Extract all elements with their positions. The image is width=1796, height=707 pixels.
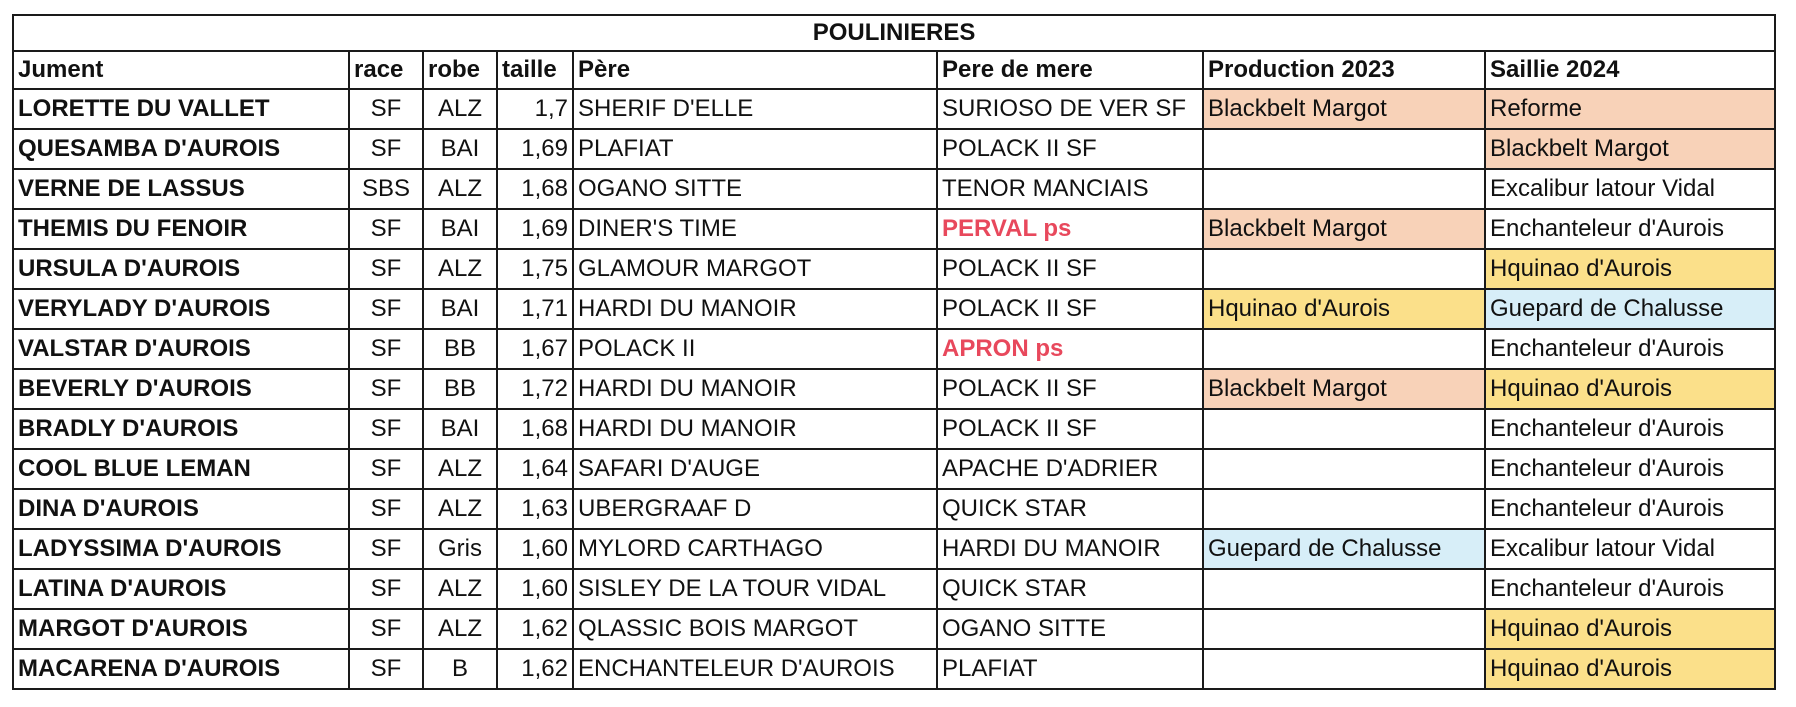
cell-saillie-2024: Blackbelt Margot (1485, 129, 1775, 169)
cell-jument: URSULA D'AUROIS (13, 249, 349, 289)
cell-robe: BAI (423, 209, 497, 249)
cell-race: SF (349, 289, 423, 329)
table-row (13, 289, 1775, 329)
cell-robe: Gris (423, 529, 497, 569)
cell-taille: 1,7 (497, 89, 573, 129)
cell-jument: BRADLY D'AUROIS (13, 409, 349, 449)
cell-pere-de-mere: APRON ps (937, 329, 1203, 369)
poulinieres-table (12, 14, 1776, 690)
cell-production-2023 (1203, 569, 1485, 609)
cell-pere-de-mere: APACHE D'ADRIER (937, 449, 1203, 489)
cell-pere: GLAMOUR MARGOT (573, 249, 937, 289)
cell-robe: ALZ (423, 249, 497, 289)
cell-pere: MYLORD CARTHAGO (573, 529, 937, 569)
table-row (13, 209, 1775, 249)
cell-jument: COOL BLUE LEMAN (13, 449, 349, 489)
cell-production-2023 (1203, 249, 1485, 289)
cell-saillie-2024: Enchanteleur d'Aurois (1485, 329, 1775, 369)
cell-pere-de-mere: PLAFIAT (937, 649, 1203, 689)
cell-robe: BB (423, 369, 497, 409)
header-production-2023: Production 2023 (1203, 51, 1485, 89)
cell-race: SF (349, 569, 423, 609)
cell-saillie-2024: Enchanteleur d'Aurois (1485, 449, 1775, 489)
cell-pere: HARDI DU MANOIR (573, 289, 937, 329)
cell-production-2023 (1203, 129, 1485, 169)
cell-pere-de-mere: OGANO SITTE (937, 609, 1203, 649)
table-row (13, 169, 1775, 209)
cell-production-2023 (1203, 609, 1485, 649)
cell-production-2023: Guepard de Chalusse (1203, 529, 1485, 569)
table-row (13, 649, 1775, 689)
cell-robe: BAI (423, 129, 497, 169)
cell-pere: SHERIF D'ELLE (573, 89, 937, 129)
header-saillie-2024: Saillie 2024 (1485, 51, 1775, 89)
cell-pere: POLACK II (573, 329, 937, 369)
cell-saillie-2024: Hquinao d'Aurois (1485, 609, 1775, 649)
cell-race: SF (349, 609, 423, 649)
cell-jument: DINA D'AUROIS (13, 489, 349, 529)
cell-taille: 1,68 (497, 169, 573, 209)
cell-saillie-2024: Reforme (1485, 89, 1775, 129)
header-taille: taille (497, 51, 573, 89)
cell-jument: VERYLADY D'AUROIS (13, 289, 349, 329)
header-pere: Père (573, 51, 937, 89)
table-row (13, 529, 1775, 569)
header-robe: robe (423, 51, 497, 89)
cell-race: SF (349, 329, 423, 369)
cell-saillie-2024: Hquinao d'Aurois (1485, 649, 1775, 689)
table-row (13, 489, 1775, 529)
table-row (13, 89, 1775, 129)
cell-pere: OGANO SITTE (573, 169, 937, 209)
cell-saillie-2024: Enchanteleur d'Aurois (1485, 569, 1775, 609)
cell-jument: LORETTE DU VALLET (13, 89, 349, 129)
cell-production-2023 (1203, 409, 1485, 449)
cell-jument: MARGOT D'AUROIS (13, 609, 349, 649)
cell-robe: BAI (423, 289, 497, 329)
table-row (13, 329, 1775, 369)
cell-pere: UBERGRAAF D (573, 489, 937, 529)
cell-jument: VALSTAR D'AUROIS (13, 329, 349, 369)
table-row (13, 249, 1775, 289)
cell-robe: BAI (423, 409, 497, 449)
cell-taille: 1,62 (497, 649, 573, 689)
cell-pere-de-mere: SURIOSO DE VER SF (937, 89, 1203, 129)
cell-jument: QUESAMBA D'AUROIS (13, 129, 349, 169)
cell-saillie-2024: Enchanteleur d'Aurois (1485, 409, 1775, 449)
table-row (13, 369, 1775, 409)
cell-pere-de-mere: QUICK STAR (937, 489, 1203, 529)
cell-taille: 1,67 (497, 329, 573, 369)
cell-saillie-2024: Guepard de Chalusse (1485, 289, 1775, 329)
cell-production-2023: Blackbelt Margot (1203, 369, 1485, 409)
cell-saillie-2024: Excalibur latour Vidal (1485, 169, 1775, 209)
cell-taille: 1,60 (497, 569, 573, 609)
cell-taille: 1,71 (497, 289, 573, 329)
cell-pere-de-mere: POLACK II SF (937, 249, 1203, 289)
cell-pere-de-mere: POLACK II SF (937, 129, 1203, 169)
cell-robe: ALZ (423, 609, 497, 649)
cell-robe: ALZ (423, 489, 497, 529)
cell-jument: VERNE DE LASSUS (13, 169, 349, 209)
cell-race: SF (349, 649, 423, 689)
cell-jument: MACARENA D'AUROIS (13, 649, 349, 689)
cell-jument: BEVERLY D'AUROIS (13, 369, 349, 409)
cell-production-2023 (1203, 489, 1485, 529)
cell-race: SF (349, 209, 423, 249)
cell-pere-de-mere: PERVAL ps (937, 209, 1203, 249)
cell-taille: 1,75 (497, 249, 573, 289)
cell-taille: 1,69 (497, 209, 573, 249)
cell-jument: LATINA D'AUROIS (13, 569, 349, 609)
cell-pere: PLAFIAT (573, 129, 937, 169)
cell-jument: THEMIS DU FENOIR (13, 209, 349, 249)
cell-pere: HARDI DU MANOIR (573, 369, 937, 409)
title-row (13, 15, 1775, 51)
cell-pere: QLASSIC BOIS MARGOT (573, 609, 937, 649)
table-row (13, 569, 1775, 609)
cell-saillie-2024: Hquinao d'Aurois (1485, 249, 1775, 289)
cell-pere: SAFARI D'AUGE (573, 449, 937, 489)
cell-robe: B (423, 649, 497, 689)
cell-saillie-2024: Hquinao d'Aurois (1485, 369, 1775, 409)
cell-production-2023 (1203, 449, 1485, 489)
cell-taille: 1,62 (497, 609, 573, 649)
cell-production-2023: Blackbelt Margot (1203, 209, 1485, 249)
table-row (13, 129, 1775, 169)
cell-jument: LADYSSIMA D'AUROIS (13, 529, 349, 569)
cell-robe: ALZ (423, 89, 497, 129)
cell-robe: ALZ (423, 449, 497, 489)
cell-taille: 1,72 (497, 369, 573, 409)
header-row (13, 51, 1775, 89)
cell-pere-de-mere: POLACK II SF (937, 409, 1203, 449)
header-race: race (349, 51, 423, 89)
cell-saillie-2024: Enchanteleur d'Aurois (1485, 209, 1775, 249)
cell-pere: ENCHANTELEUR D'AUROIS (573, 649, 937, 689)
cell-pere-de-mere: TENOR MANCIAIS (937, 169, 1203, 209)
cell-pere-de-mere: POLACK II SF (937, 369, 1203, 409)
cell-race: SF (349, 529, 423, 569)
cell-taille: 1,64 (497, 449, 573, 489)
cell-pere: HARDI DU MANOIR (573, 409, 937, 449)
cell-pere-de-mere: POLACK II SF (937, 289, 1203, 329)
cell-race: SF (349, 489, 423, 529)
cell-robe: ALZ (423, 169, 497, 209)
cell-pere: DINER'S TIME (573, 209, 937, 249)
table-title: POULINIERES (13, 15, 1775, 51)
cell-race: SBS (349, 169, 423, 209)
cell-production-2023: Hquinao d'Aurois (1203, 289, 1485, 329)
cell-production-2023: Blackbelt Margot (1203, 89, 1485, 129)
cell-pere: SISLEY DE LA TOUR VIDAL (573, 569, 937, 609)
cell-taille: 1,63 (497, 489, 573, 529)
cell-race: SF (349, 249, 423, 289)
cell-robe: BB (423, 329, 497, 369)
cell-race: SF (349, 409, 423, 449)
cell-pere-de-mere: HARDI DU MANOIR (937, 529, 1203, 569)
cell-race: SF (349, 369, 423, 409)
cell-production-2023 (1203, 169, 1485, 209)
cell-taille: 1,68 (497, 409, 573, 449)
cell-race: SF (349, 449, 423, 489)
cell-pere-de-mere: QUICK STAR (937, 569, 1203, 609)
cell-production-2023 (1203, 329, 1485, 369)
table-row (13, 449, 1775, 489)
table-row (13, 409, 1775, 449)
cell-taille: 1,69 (497, 129, 573, 169)
cell-robe: ALZ (423, 569, 497, 609)
cell-taille: 1,60 (497, 529, 573, 569)
cell-race: SF (349, 129, 423, 169)
header-pere-de-mere: Pere de mere (937, 51, 1203, 89)
cell-saillie-2024: Enchanteleur d'Aurois (1485, 489, 1775, 529)
poulinieres-sheet (12, 14, 1774, 694)
cell-saillie-2024: Excalibur latour Vidal (1485, 529, 1775, 569)
header-jument: Jument (13, 51, 349, 89)
table-row (13, 609, 1775, 649)
cell-production-2023 (1203, 649, 1485, 689)
cell-race: SF (349, 89, 423, 129)
